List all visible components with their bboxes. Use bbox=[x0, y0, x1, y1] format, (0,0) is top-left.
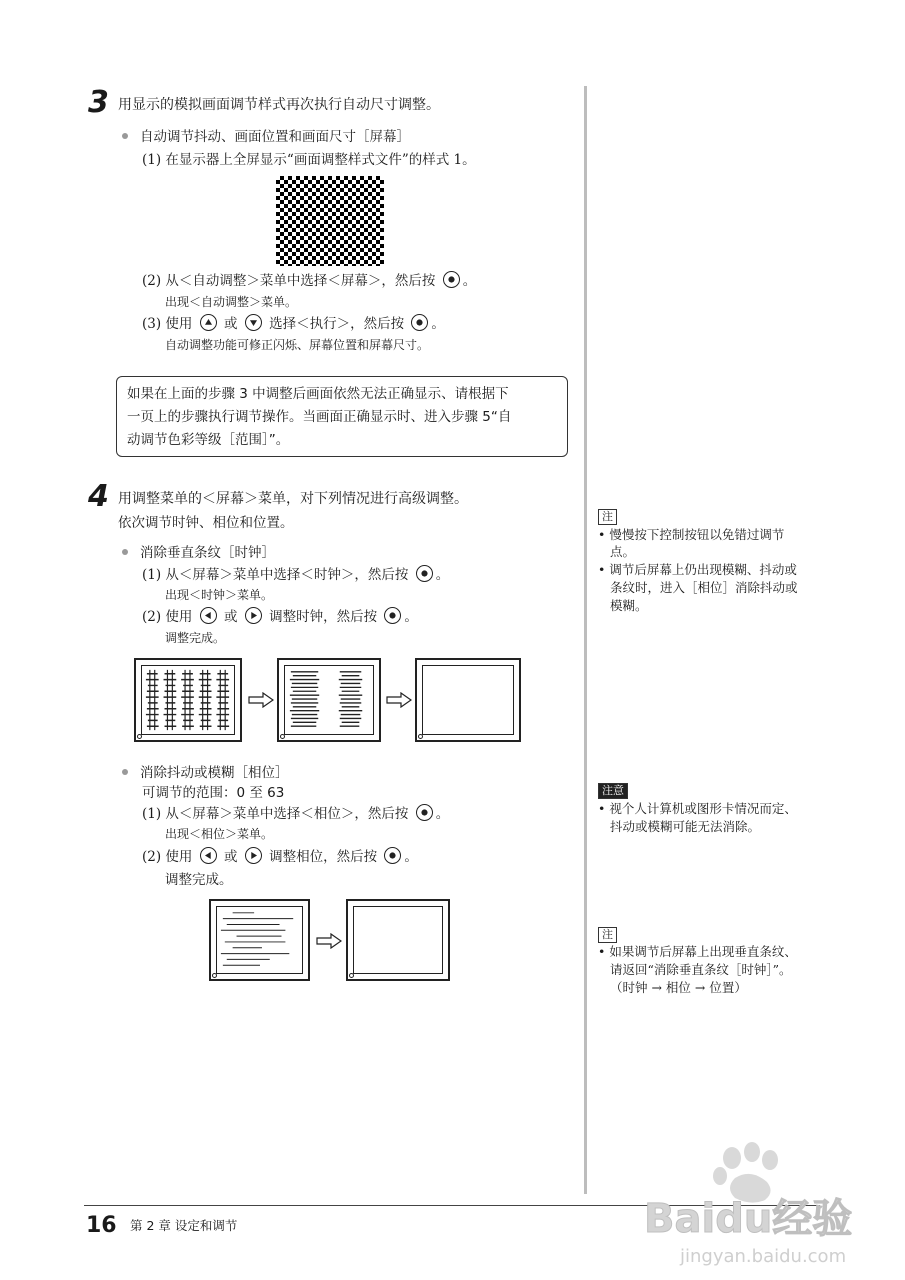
clock-sub2-end: 。 bbox=[404, 609, 418, 625]
monitor-power-led bbox=[137, 734, 142, 739]
phase-sub1-note: 出现＜相位＞菜单。 bbox=[165, 827, 274, 841]
paw-logo-icon bbox=[640, 1140, 860, 1270]
left-button-icon bbox=[200, 607, 217, 624]
step3-sub3 bbox=[142, 315, 445, 333]
monitor-vertical-stripes bbox=[134, 658, 242, 742]
arrow-right-icon bbox=[386, 692, 412, 708]
step3-sub1: (1) 在显示器上全屏显示“画面调整样式文件”的样式 1。 bbox=[142, 152, 476, 168]
baidu-watermark bbox=[640, 1140, 860, 1270]
enter-button-icon bbox=[443, 271, 460, 288]
enter-button-icon bbox=[384, 607, 401, 624]
phase-bullet bbox=[122, 764, 289, 782]
phase-sub2-text-b: 调整相位，然后按 bbox=[269, 849, 378, 865]
arrow-right-icon bbox=[316, 933, 342, 949]
monitor-power-led bbox=[349, 973, 354, 978]
phase-sub1 bbox=[142, 805, 449, 823]
chapter-title: 第 2 章 设定和调节 bbox=[130, 1218, 238, 1233]
horizontal-noise-pattern bbox=[217, 907, 302, 973]
step3-sub2-text: (2) 从＜自动调整＞菜单中选择＜屏幕＞，然后按 bbox=[142, 273, 436, 289]
phase-sub1-end: 。 bbox=[435, 806, 450, 822]
clock-bullet bbox=[122, 544, 275, 562]
monitor-clear bbox=[346, 899, 450, 981]
phase-sub2-or: 或 bbox=[224, 849, 238, 865]
vertical-stripes-pattern bbox=[142, 666, 234, 734]
step3-sub2-end: 。 bbox=[462, 273, 477, 289]
note1-item2-line2: 条纹时，进入［相位］消除抖动或 bbox=[610, 580, 798, 595]
clock-sub2 bbox=[142, 608, 418, 626]
step3-sub2 bbox=[142, 272, 476, 290]
step-number-3: 3 bbox=[88, 85, 109, 120]
note2-item1-line1: • 如果调节后屏幕上出现垂直条纹、 bbox=[598, 944, 797, 959]
clock-bullet-text: 消除垂直条纹［时钟］ bbox=[140, 545, 275, 561]
clock-sub2-text-a: (2) 使用 bbox=[142, 609, 193, 625]
clock-sub1 bbox=[142, 566, 449, 584]
monitor-noisy bbox=[209, 899, 310, 981]
monitor-power-led bbox=[212, 973, 217, 978]
enter-button-icon bbox=[416, 804, 433, 821]
clock-sub1-note: 出现＜时钟＞菜单。 bbox=[165, 588, 274, 602]
column-divider bbox=[584, 86, 587, 1194]
clock-sub1-end: 。 bbox=[435, 567, 450, 583]
step3-bullet bbox=[122, 128, 410, 146]
step-number-4: 4 bbox=[88, 479, 109, 514]
note2-item1-line3: （时钟 → 相位 → 位置） bbox=[610, 980, 747, 995]
clock-sub2-text-b: 调整时钟，然后按 bbox=[269, 609, 378, 625]
note2-item1-line2: 请返回“消除垂直条纹［时钟］”。 bbox=[610, 962, 792, 977]
step4-title: 用调整菜单的＜屏幕＞菜单，对下列情况进行高级调整。 bbox=[118, 491, 468, 507]
bullet-dot bbox=[122, 133, 128, 139]
watermark-brand: Baidu经验 bbox=[644, 1196, 853, 1242]
arrow-right-icon bbox=[248, 692, 274, 708]
page-number: 16 bbox=[86, 1213, 117, 1238]
clock-sub2-or: 或 bbox=[224, 609, 238, 625]
monitor-screen bbox=[422, 665, 514, 735]
note1-item1-line2: 点。 bbox=[610, 544, 636, 559]
phase-sub2-note: 调整完成。 bbox=[165, 872, 233, 888]
notice-line-1: 如果在上面的步骤 3 中调整后画面依然无法正确显示、请根据下 bbox=[127, 386, 509, 402]
note1-item2-line1: • 调节后屏幕上仍出现模糊、抖动或 bbox=[598, 562, 797, 577]
monitor-power-led bbox=[418, 734, 423, 739]
enter-button-icon bbox=[416, 565, 433, 582]
note1-item1-line1: • 慢慢按下控制按钮以免错过调节 bbox=[598, 527, 785, 542]
monitor-screen bbox=[284, 665, 374, 735]
phase-sub2-text-a: (2) 使用 bbox=[142, 849, 193, 865]
caution-item1-line1: • 视个人计算机或图形卡情况而定、 bbox=[598, 801, 797, 816]
notice-box bbox=[116, 376, 568, 457]
right-button-icon bbox=[245, 847, 262, 864]
monitor-screen bbox=[216, 906, 303, 974]
phase-range: 可调节的范围：0 至 63 bbox=[142, 785, 285, 801]
clock-sub1-text: (1) 从＜屏幕＞菜单中选择＜时钟＞，然后按 bbox=[142, 567, 409, 583]
bullet-dot bbox=[122, 549, 128, 555]
step3-sub3-note: 自动调整功能可修正闪烁、屏幕位置和屏幕尺寸。 bbox=[165, 338, 430, 352]
monitor-screen bbox=[353, 906, 443, 974]
step4-subtitle: 依次调节时钟、相位和位置。 bbox=[118, 515, 294, 531]
step3-sub3-text-a: (3) 使用 bbox=[142, 316, 193, 332]
monitor-power-led bbox=[280, 734, 285, 739]
phase-sub2-end: 。 bbox=[404, 849, 418, 865]
down-button-icon bbox=[245, 314, 262, 331]
caution-item1-line2: 抖动或模糊可能无法消除。 bbox=[610, 819, 761, 834]
step3-bullet-text: 自动调节抖动、画面位置和画面尺寸［屏幕］ bbox=[140, 129, 410, 145]
caution-tag: 注意 bbox=[598, 783, 628, 799]
bullet-dot bbox=[122, 769, 128, 775]
up-button-icon bbox=[200, 314, 217, 331]
partial-stripes-pattern bbox=[285, 666, 373, 734]
monitor-clear bbox=[415, 658, 521, 742]
monitor-partial-stripes bbox=[277, 658, 381, 742]
phase-sub1-text: (1) 从＜屏幕＞菜单中选择＜相位＞，然后按 bbox=[142, 806, 409, 822]
step3-sub2-note: 出现＜自动调整＞菜单。 bbox=[165, 295, 298, 309]
step3-title: 用显示的模拟画面调节样式再次执行自动尺寸调整。 bbox=[118, 97, 440, 113]
monitor-screen bbox=[141, 665, 235, 735]
enter-button-icon bbox=[384, 847, 401, 864]
enter-button-icon bbox=[411, 314, 428, 331]
phase-sub2 bbox=[142, 848, 418, 866]
left-button-icon bbox=[200, 847, 217, 864]
watermark-url: jingyan.baidu.com bbox=[680, 1246, 847, 1267]
step3-sub3-or: 或 bbox=[224, 316, 238, 332]
phase-bullet-text: 消除抖动或模糊［相位］ bbox=[140, 765, 289, 781]
step3-sub3-end: 。 bbox=[431, 316, 445, 332]
test-pattern-checkerboard bbox=[276, 176, 384, 266]
clock-sub2-note: 调整完成。 bbox=[165, 631, 226, 645]
note-tag: 注 bbox=[598, 509, 617, 525]
step3-sub3-text-b: 选择＜执行＞，然后按 bbox=[269, 316, 405, 332]
notice-line-2: 一页上的步骤执行调节操作。当画面正确显示时、进入步骤 5“自 bbox=[127, 409, 512, 425]
note-tag: 注 bbox=[598, 927, 617, 943]
right-button-icon bbox=[245, 607, 262, 624]
note1-item2-line3: 模糊。 bbox=[610, 598, 648, 613]
notice-line-3: 动调节色彩等级［范围］”。 bbox=[127, 432, 290, 448]
